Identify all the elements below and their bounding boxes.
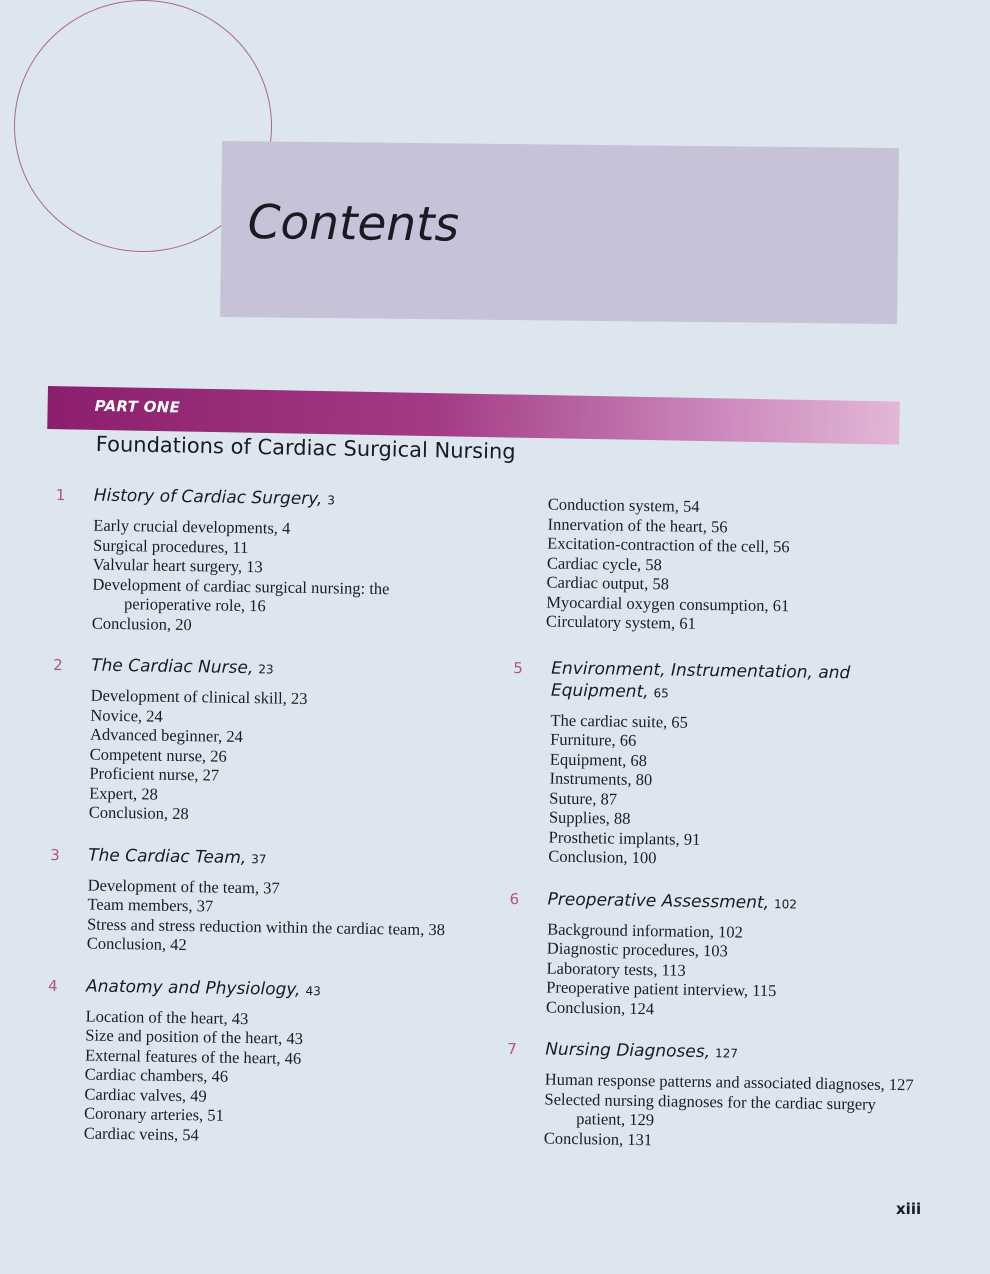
toc-entry[interactable]: Surgical procedures, 11 <box>92 535 249 557</box>
toc-entry[interactable]: Innervation of the heart, 56 <box>547 514 728 536</box>
chapter-entries <box>54 515 476 639</box>
toc-entry[interactable]: Cardiac cycle, 58 <box>546 552 663 574</box>
chapter-entries <box>508 918 929 1022</box>
chapter-title[interactable] <box>88 844 267 870</box>
toc-entry[interactable]: Excitation-contraction of the cell, 56 <box>547 533 790 557</box>
chapter-number: 7 <box>507 1039 517 1059</box>
toc-entry[interactable]: Expert, 28 <box>89 783 159 804</box>
chapter-title[interactable] <box>86 975 321 1002</box>
toc-entry[interactable]: Early crucial developments, 4 <box>93 515 291 538</box>
chapter-heading <box>513 656 934 708</box>
toc-entry[interactable]: Selected nursing diagnoses for the cardiac surgery patient, 129 <box>544 1089 877 1130</box>
chapter-entries <box>49 874 470 959</box>
chapter-3 <box>49 843 471 959</box>
toc-entry[interactable]: Cardiac chambers, 46 <box>84 1064 229 1086</box>
chapter-title[interactable] <box>545 1039 738 1065</box>
chapter-5 <box>510 656 933 872</box>
chapter-entries <box>46 1005 468 1148</box>
part-label: PART ONE <box>94 396 181 417</box>
chapter-4-continued <box>514 494 936 637</box>
chapter-title-text: Preoperative Assessment, <box>547 889 770 913</box>
chapter-1 <box>54 484 476 639</box>
chapter-heading <box>53 654 473 684</box>
toc-entry[interactable]: Instruments, 80 <box>549 768 653 790</box>
chapter-page: 43 <box>305 983 321 998</box>
chapter-page: 65 <box>653 685 669 700</box>
toc-entry[interactable]: Proficient nurse, 27 <box>89 763 220 785</box>
toc-entry[interactable]: Conclusion, 131 <box>543 1128 653 1149</box>
chapter-7 <box>506 1038 928 1154</box>
chapter-page: 23 <box>258 662 274 677</box>
toc-entry[interactable]: Development of the team, 37 <box>87 875 280 898</box>
chapter-number: 1 <box>55 485 66 505</box>
toc-entry[interactable]: Location of the heart, 43 <box>85 1006 249 1028</box>
toc-right-column <box>505 494 936 1176</box>
chapter-number: 6 <box>509 889 520 908</box>
chapter-entries <box>51 685 473 828</box>
chapter-heading <box>50 843 470 873</box>
chapter-entries <box>506 1069 927 1154</box>
chapter-heading <box>507 1038 927 1068</box>
chapter-title[interactable] <box>547 888 797 915</box>
chapter-title[interactable] <box>91 655 274 681</box>
toc-entry[interactable]: Prosthetic implants, 91 <box>548 827 701 849</box>
chapter-heading <box>48 974 468 1004</box>
toc-entry[interactable]: Cardiac veins, 54 <box>83 1123 199 1144</box>
toc-entry[interactable]: Suture, 87 <box>549 788 618 809</box>
toc-entry[interactable]: Conclusion, 124 <box>545 997 655 1018</box>
toc-entry[interactable]: Valvular heart surgery, 13 <box>92 554 263 577</box>
toc-entry[interactable]: Laboratory tests, 113 <box>546 958 686 980</box>
toc-entry[interactable]: Team members, 37 <box>87 894 214 916</box>
chapter-title-text: The Cardiac Team, <box>88 845 247 868</box>
toc-entry[interactable]: Conclusion, 42 <box>86 933 187 955</box>
chapter-title-text: Nursing Diagnoses, <box>545 1039 711 1063</box>
chapter-page: 102 <box>773 896 798 911</box>
toc-entry[interactable]: Diagnostic procedures, 103 <box>546 938 728 961</box>
chapter-number: 2 <box>53 655 63 675</box>
chapter-title-text: Anatomy and Physiology, <box>85 976 301 1000</box>
chapter-number: 5 <box>513 658 523 677</box>
toc-entry[interactable]: Development of clinical skill, 23 <box>90 685 308 708</box>
chapter-title[interactable] <box>551 657 882 707</box>
page-title: Contents <box>247 195 460 253</box>
chapter-page: 37 <box>251 851 267 866</box>
toc-entry[interactable]: Stress and stress reduction within the cardiac team, 38 <box>86 914 446 939</box>
toc-entry[interactable]: Supplies, 88 <box>548 807 631 828</box>
page-number: xiii <box>896 1200 922 1218</box>
toc-entry[interactable]: Circulatory system, 61 <box>545 611 696 633</box>
toc-entry[interactable]: Cardiac valves, 49 <box>84 1084 207 1105</box>
toc-entry[interactable]: External features of the heart, 46 <box>84 1045 302 1068</box>
chapter-2 <box>51 654 474 828</box>
part-title: Foundations of Cardiac Surgical Nursing <box>95 432 516 464</box>
toc-entry[interactable]: Cardiac output, 58 <box>546 572 670 594</box>
toc-entry[interactable]: Size and position of the heart, 43 <box>85 1025 304 1048</box>
chapter-title-text: Environment, Instrumentation, and Equipment, <box>550 658 851 702</box>
toc-entry[interactable]: Competent nurse, 26 <box>89 744 227 766</box>
chapter-heading <box>509 887 929 917</box>
chapter-page: 3 <box>327 493 336 508</box>
chapter-6 <box>508 887 930 1022</box>
toc-entry[interactable]: Advanced beginner, 24 <box>89 724 244 746</box>
toc-left-column <box>45 484 476 1171</box>
chapter-number: 4 <box>47 976 58 995</box>
chapter-4 <box>46 974 469 1148</box>
chapter-title-text: History of Cardiac Surgery, <box>93 485 323 510</box>
toc-entry[interactable]: Equipment, 68 <box>549 749 648 770</box>
chapter-title[interactable] <box>94 485 336 512</box>
toc-entry[interactable]: Novice, 24 <box>90 705 163 726</box>
toc-entry[interactable]: Furniture, 66 <box>550 729 637 750</box>
chapter-page: 127 <box>714 1046 739 1061</box>
chapter-heading <box>56 484 476 514</box>
chapter-title-text: The Cardiac Nurse, <box>90 655 254 679</box>
toc-entry[interactable]: Conclusion, 28 <box>88 802 189 824</box>
toc-entry[interactable]: Conclusion, 100 <box>548 846 657 868</box>
toc-entry[interactable]: Coronary arteries, 51 <box>83 1103 225 1125</box>
toc-entry[interactable]: Conduction system, 54 <box>547 494 700 516</box>
chapter-entries <box>510 709 932 872</box>
chapter-number: 3 <box>50 845 60 864</box>
toc-entry[interactable]: Myocardial oxygen consumption, 61 <box>546 591 790 615</box>
toc-entry[interactable]: Conclusion, 20 <box>91 613 192 634</box>
toc-entry[interactable]: Development of cardiac surgical nursing: the perioperative role, 16 <box>92 574 390 616</box>
toc-entry[interactable]: Human response patterns and associated diagnoses, 127 <box>544 1069 914 1095</box>
toc-entry[interactable]: Preoperative patient interview, 115 <box>546 977 777 1001</box>
toc-entry[interactable]: The cardiac suite, 65 <box>550 710 689 732</box>
toc-entry[interactable]: Background information, 102 <box>547 919 743 942</box>
